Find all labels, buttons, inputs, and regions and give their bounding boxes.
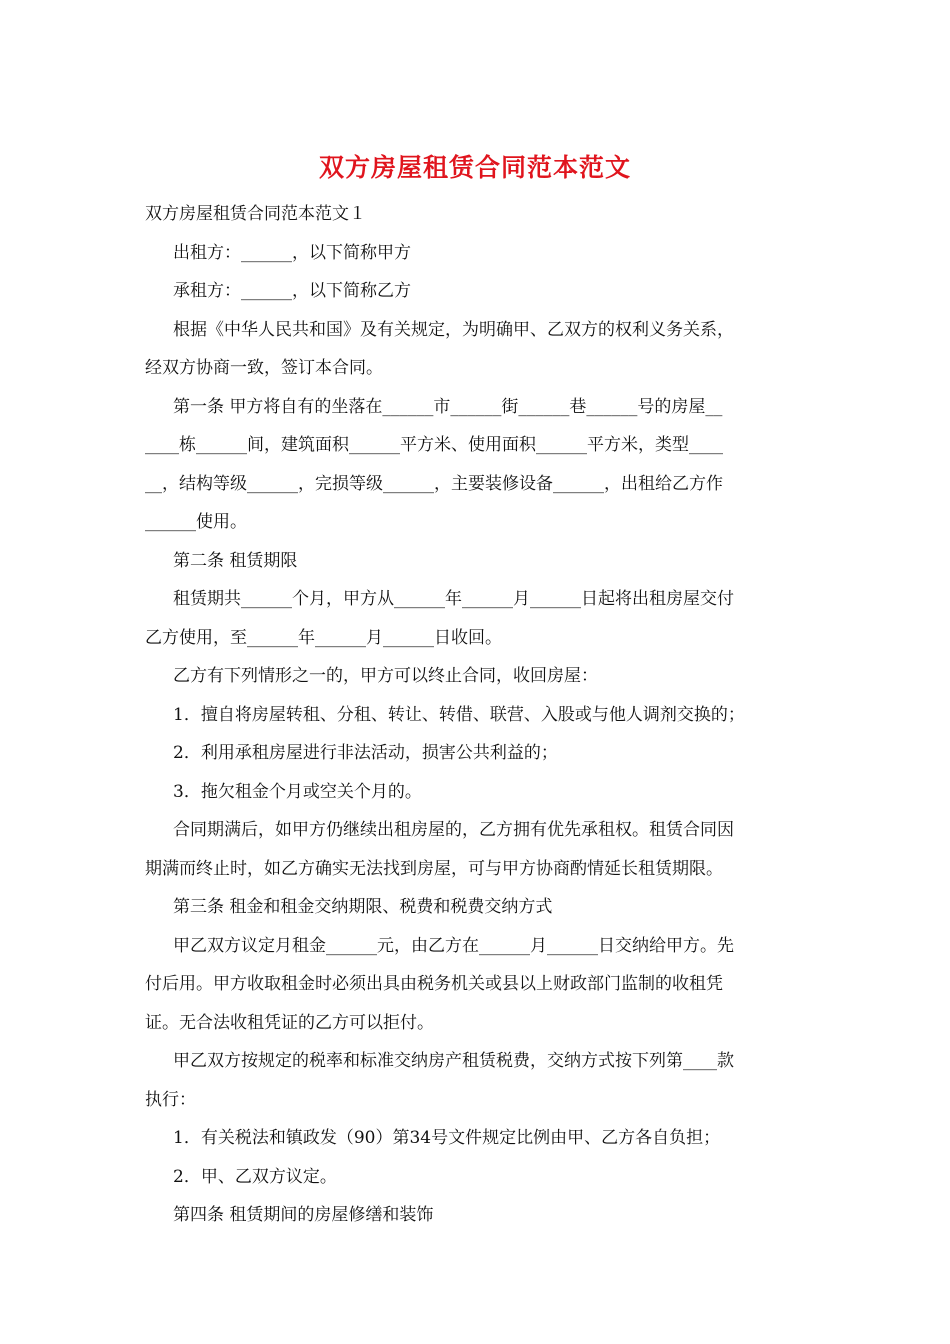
text-line: 承租方：______，以下简称乙方 <box>173 281 411 301</box>
text-line: 双方房屋租赁合同范本范文１ <box>145 204 366 224</box>
text-line: 经双方协商一致，签订本合同。 <box>145 358 383 378</box>
document-body <box>145 195 810 1235</box>
text-line: 合同期满后，如甲方仍继续出租房屋的，乙方拥有优先承租权。租赁合同因 <box>173 820 734 840</box>
text-line: 甲乙双方议定月租金______元，由乙方在______月______日交纳给甲方。先 <box>173 935 734 956</box>
text-line: 乙方使用，至______年______月______日收回。 <box>145 627 502 648</box>
text-line: 证。无合法收租凭证的乙方可以拒付。 <box>145 1012 434 1033</box>
document-title: 双方房屋租赁合同范本范文 <box>318 153 631 182</box>
text-line: 出租方：______，以下简称甲方 <box>173 242 411 263</box>
text-line: 甲乙双方按规定的税率和标准交纳房产租赁税费，交纳方式按下列第____款 <box>173 1051 734 1071</box>
text-line: ____栋______间，建筑面积______平方米、使用面积______平方米，类型____ <box>145 435 723 455</box>
text-line: 2．甲、乙双方议定。 <box>173 1166 337 1187</box>
text-line: 第三条 租金和租金交纳期限、税费和税费交纳方式 <box>173 897 553 917</box>
text-line: 第二条 租赁期限 <box>173 550 298 571</box>
text-line: 执行： <box>145 1089 196 1110</box>
text-line: 第一条 甲方将自有的坐落在______市______街______巷______号的房屋__ <box>173 396 723 417</box>
text-line: 1．擅自将房屋转租、分租、转让、转借、联营、入股或与他人调剂交换的； <box>173 704 745 725</box>
text-line: 付后用。甲方收取租金时必须出具由税务机关或县以上财政部门监制的收租凭 <box>145 974 723 994</box>
text-line: 3．拖欠租金个月或空关个月的。 <box>173 781 422 802</box>
text-line: 第四条 租赁期间的房屋修缮和装饰 <box>173 1205 434 1225</box>
text-line: 租赁期共______个月，甲方从______年______月______日起将出租房屋交付 <box>173 589 734 609</box>
text-line: __，结构等级______，完损等级______，主要装修设备______，出租给乙方作 <box>145 473 723 494</box>
text-line: 乙方有下列情形之一的，甲方可以终止合同，收回房屋： <box>173 666 598 686</box>
text-line: 期满而终止时，如乙方确实无法找到房屋，可与甲方协商酌情延长租赁期限。 <box>145 858 723 879</box>
text-line: 根据《中华人民共和国》及有关规定，为明确甲、乙双方的权利义务关系， <box>173 319 734 340</box>
text-line: ______使用。 <box>145 512 247 532</box>
text-line: 1．有关税法和镇政发（90）第34号文件规定比例由甲、乙方各自负担； <box>173 1128 721 1148</box>
text-line: 2．利用承租房屋进行非法活动，损害公共利益的； <box>173 743 558 763</box>
